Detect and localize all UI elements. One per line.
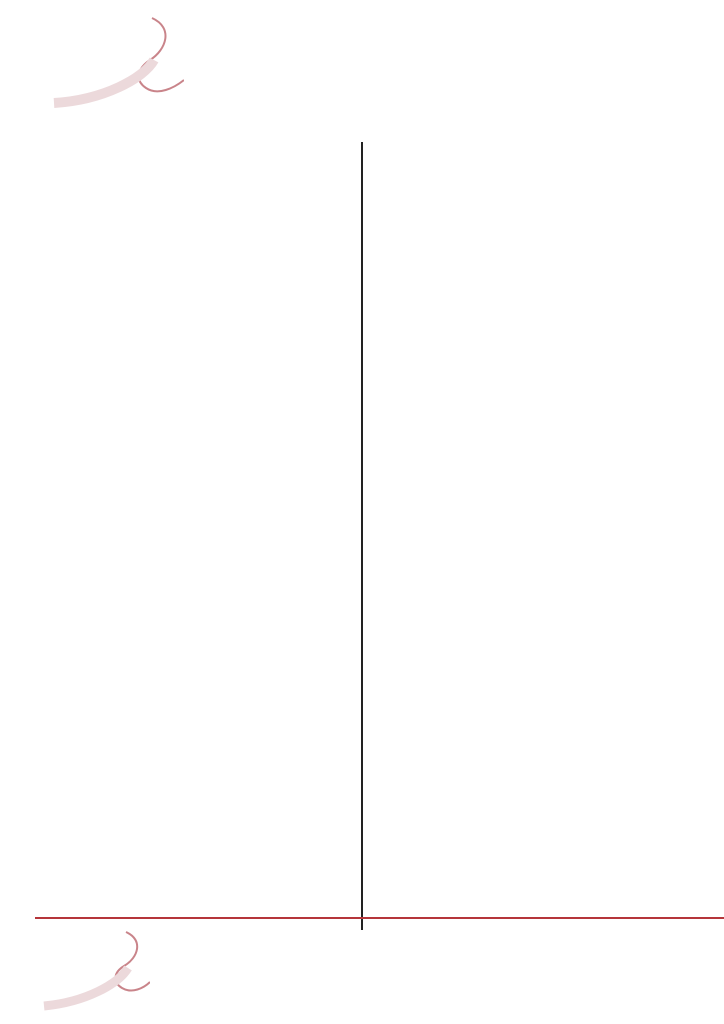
logo-top xyxy=(34,8,184,108)
footer-rule xyxy=(35,917,724,919)
logo-swirl-icon xyxy=(34,8,184,108)
promotions xyxy=(376,760,706,770)
column-divider xyxy=(361,142,363,930)
logo-bottom xyxy=(30,924,150,1020)
logo-swirl-icon xyxy=(30,924,150,1020)
